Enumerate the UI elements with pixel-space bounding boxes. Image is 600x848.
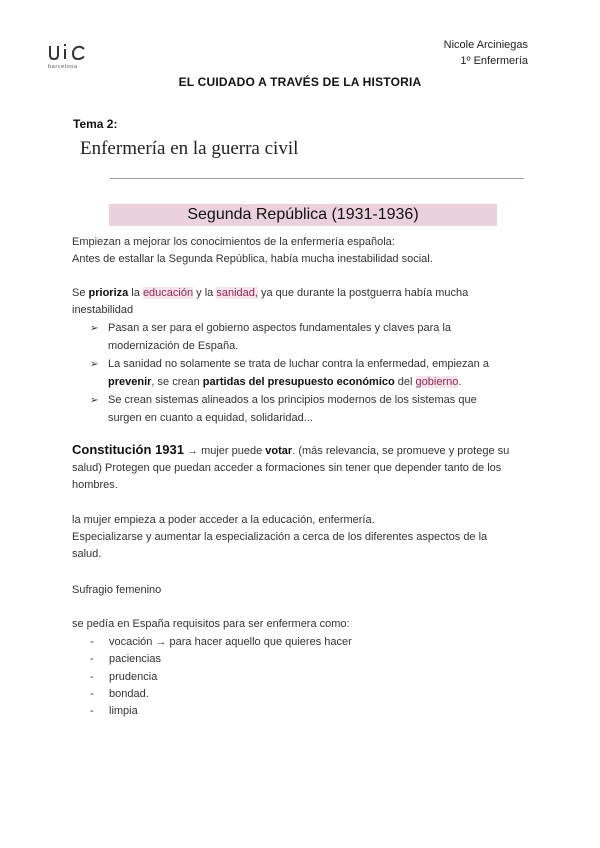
dash-bullet-icon: - <box>90 687 94 700</box>
list-item <box>90 686 490 703</box>
list-item <box>90 634 490 651</box>
constitution-title: Constitución 1931 <box>72 442 184 457</box>
dash-bullet-icon: - <box>90 636 94 648</box>
bullet-1-text: Pasan a ser para el gobierno aspectos fundamentales y claves para la modernización de España. <box>108 322 452 352</box>
intro-paragraph <box>72 234 512 268</box>
priority-text-mid2: y la <box>193 287 217 299</box>
uic-logo <box>48 40 92 72</box>
list-item <box>90 356 510 391</box>
priority-paragraph <box>72 285 512 319</box>
women-line-1: la mujer empieza a poder acceder a la educación, enfermería. <box>72 514 375 526</box>
women-line-2: Especializarse y aumentar la especialización a cerca de los diferentes aspectos de la salud. <box>72 531 488 560</box>
arrow-bullet-icon: ➢ <box>90 323 99 334</box>
suffrage-line: Sufragio femenino <box>72 584 162 596</box>
divider-rule <box>110 178 524 179</box>
author-block <box>444 37 528 69</box>
priority-text-mid1: la <box>128 287 143 299</box>
logo-mark <box>48 40 92 62</box>
constitution-bold-votar: votar <box>265 445 293 457</box>
logo-subtext: barcelona <box>48 64 78 70</box>
requisite-text: bondad. <box>109 687 149 700</box>
priority-bold: prioriza <box>88 287 129 299</box>
list-item <box>90 320 510 355</box>
dash-bullet-icon: - <box>90 705 94 718</box>
bullet-list <box>90 320 510 428</box>
bullet-3-text: Se crean sistemas alineados a los principios modernos de los sistemas que surgen en cuanto a equidad, solidaridad... <box>108 394 477 424</box>
intro-line-2: Antes de estallar la Segunda República, había mucha inestabilidad social. <box>72 253 433 265</box>
requisite-text: prudencia <box>109 670 158 683</box>
list-item <box>90 703 490 720</box>
bullet-2-bold-partidas: partidas del presupuesto económico <box>202 375 395 388</box>
dash-bullet-icon: - <box>90 670 94 683</box>
section-title: Segunda República (1931-1936) <box>187 206 419 223</box>
list-item <box>90 392 510 427</box>
highlight-educacion: educación <box>142 287 194 299</box>
requisites-intro: se pedía en España requisitos para ser enfermera como: <box>72 618 350 630</box>
document-title: EL CUIDADO A TRAVÉS DE LA HISTORIA <box>178 75 422 89</box>
bullet-2-text-mid: , se crean <box>151 375 203 388</box>
arrow-bullet-icon: ➢ <box>90 395 99 406</box>
requisite-text: paciencias <box>109 653 161 666</box>
list-item <box>90 651 490 668</box>
constitution-text-arrow: → mujer puede <box>183 445 266 457</box>
intro-line-1: Empiezan a mejorar los conocimientos de la enfermería española: <box>72 236 395 248</box>
requisite-text: vocación → para hacer aquello que quieres hacer <box>109 636 352 648</box>
topic-label: Tema 2: <box>73 117 118 131</box>
section-banner <box>109 204 497 226</box>
page-subtitle: Enfermería en la guerra civil <box>80 138 299 159</box>
constitution-paragraph <box>72 441 520 494</box>
constitution-text-rest: . (más relevancia, se promueve y protege su salud) Protegen que puedan acceder a formaciones sin tener que depender tanto de los hombres. <box>72 445 510 491</box>
women-paragraph <box>72 512 512 563</box>
author-name: Nicole Arciniegas <box>443 39 528 51</box>
author-course: 1º Enfermería <box>460 55 528 67</box>
priority-text-post: ya que durante la postguerra había mucha inestabilidad <box>72 287 469 316</box>
priority-text-pre: Se <box>72 287 89 299</box>
requisites-list <box>90 634 490 720</box>
requisite-text: limpia <box>109 705 138 718</box>
highlight-sanidad: sanidad, <box>216 287 258 299</box>
bullet-2-bold-prevenir: prevenir <box>108 375 152 388</box>
arrow-bullet-icon: ➢ <box>90 359 99 370</box>
bullet-2-text-pre: La sanidad no solamente se trata de luchar contra la enfermedad, empiezan a <box>108 358 489 370</box>
bullet-2-text-mid2: del <box>394 375 416 388</box>
list-item <box>90 669 490 686</box>
highlight-gobierno: gobierno <box>415 375 459 388</box>
bullet-2-text-end: . <box>458 375 462 388</box>
dash-bullet-icon: - <box>90 653 94 666</box>
